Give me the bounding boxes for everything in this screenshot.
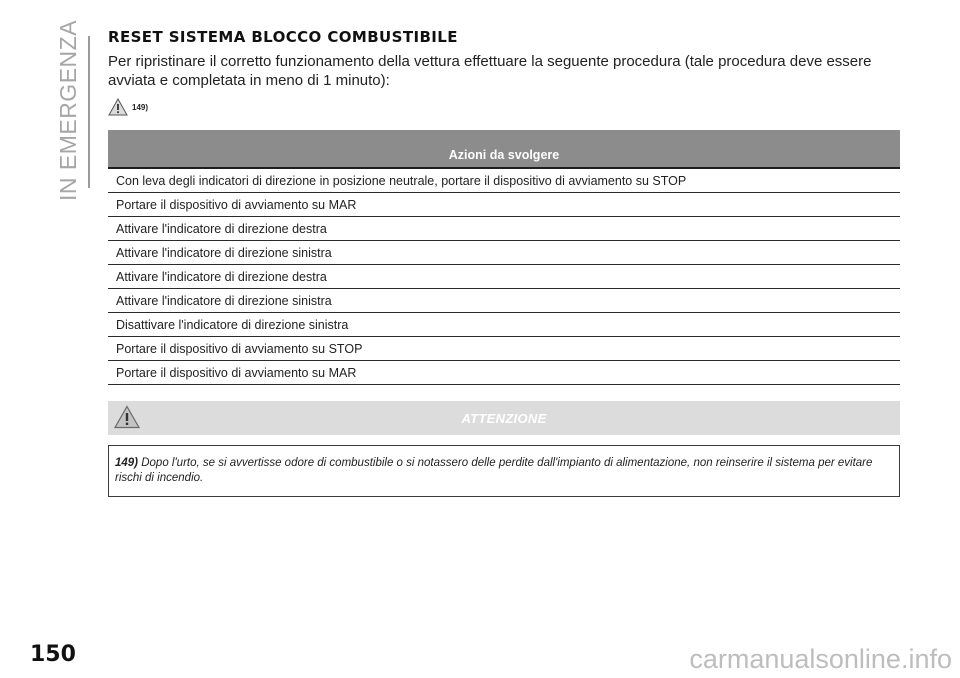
table-cell: Attivare l'indicatore di direzione destra [108, 265, 900, 289]
table-cell: Con leva degli indicatori di direzione in posizione neutrale, portare il dispositivo di avviamento su STOP [108, 168, 900, 193]
intro-paragraph: Per ripristinare il corretto funzionamento della vettura effettuare la seguente procedura (tale procedura deve essere avviata e completata in meno di 1 minuto): [108, 53, 872, 89]
side-divider [88, 36, 90, 188]
table-cell: Portare il dispositivo di avviamento su MAR [108, 193, 900, 217]
warning-header [108, 401, 900, 435]
table-row [108, 265, 900, 289]
table-row [108, 337, 900, 361]
page-number: 150 [30, 642, 76, 667]
table-cell: Disattivare l'indicatore di direzione sinistra [108, 313, 900, 337]
warning-note-number: 149) [115, 457, 139, 469]
reference-number: 149) [132, 103, 149, 112]
watermark: carmanualsonline.info [689, 644, 952, 674]
section-side-tab [55, 19, 82, 201]
section-label: IN EMERGENZA [55, 19, 82, 201]
warning-triangle-icon [108, 98, 128, 116]
warning-text: Dopo l'urto, se si avvertisse odore di combustibile o si notassero delle perdite dall'impianto di alimentazione, non reinserire il sistema per evitare rischi di incendio. [115, 457, 873, 484]
section-title: RESET SISTEMA BLOCCO COMBUSTIBILE [108, 28, 458, 46]
warning-triangle-icon [114, 405, 140, 429]
table-cell: Portare il dispositivo di avviamento su STOP [108, 337, 900, 361]
table-row [108, 313, 900, 337]
table-row [108, 361, 900, 385]
actions-table [108, 130, 900, 385]
table-cell: Attivare l'indicatore di direzione destra [108, 217, 900, 241]
table-row [108, 217, 900, 241]
table-cell: Attivare l'indicatore di direzione sinistra [108, 289, 900, 313]
table-row [108, 241, 900, 265]
table-cell: Portare il dispositivo di avviamento su MAR [108, 361, 900, 385]
table-row [108, 168, 900, 193]
table-header: Azioni da svolgere [108, 130, 900, 168]
page-content [108, 28, 900, 497]
table-row [108, 289, 900, 313]
table-row [108, 193, 900, 217]
table-cell: Attivare l'indicatore di direzione sinistra [108, 241, 900, 265]
warning-title: ATTENZIONE [461, 410, 547, 426]
warning-body [108, 445, 900, 497]
warning-reference[interactable] [108, 94, 900, 116]
table-header-row [108, 130, 900, 168]
